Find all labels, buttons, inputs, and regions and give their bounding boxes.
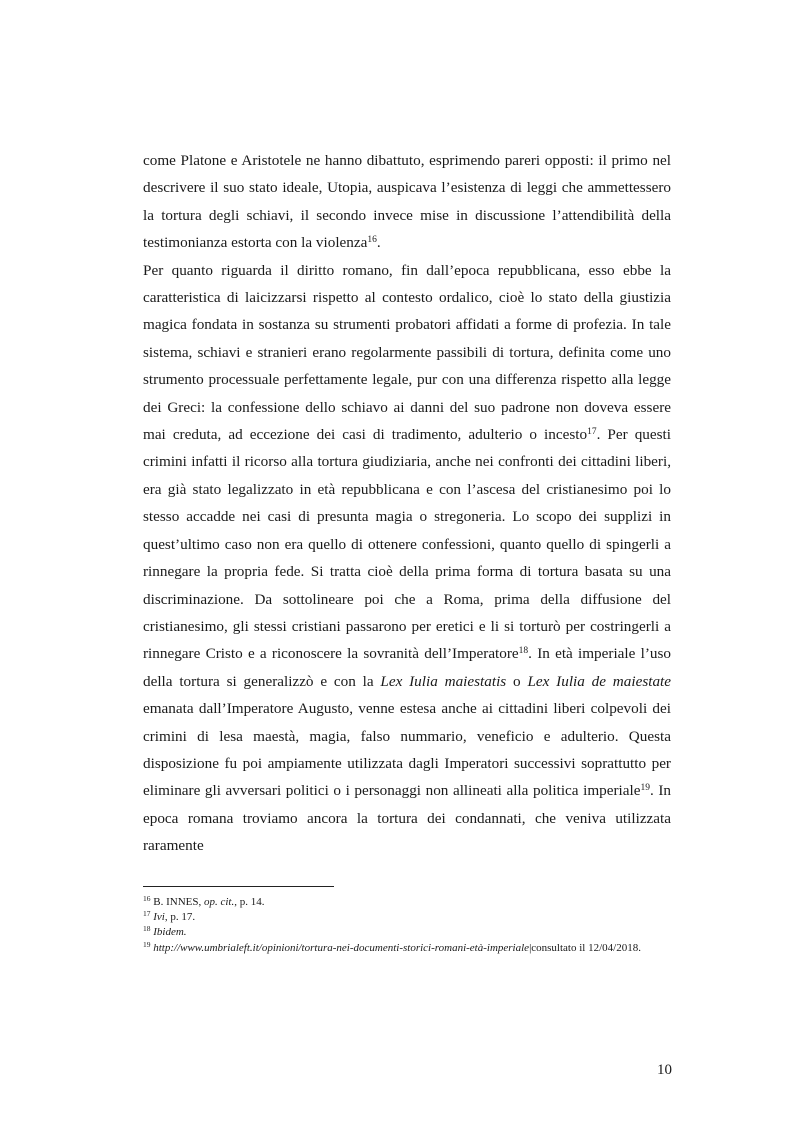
text-run: , p. 14.: [234, 896, 265, 908]
text-run: o: [506, 672, 528, 690]
footnote-number: 16: [143, 894, 151, 903]
footnote: [143, 910, 671, 925]
footnote: [143, 895, 671, 910]
text-run: emanata dall’Imperatore Augusto, venne estesa anche ai cittadini liberi colpevoli dei crimini di lesa maestà, magia, falso nummario, veneficio e adulterio. Questa disposizione fu poi ampiamente utilizzata dagli Imperatori successivi soprattutto per eliminare gli avversari politici o i personaggi non allineati alla politica imperiale: [143, 700, 671, 800]
paragraph: [143, 147, 671, 257]
footnote-number: 19: [143, 939, 151, 949]
page-number: 10: [657, 1062, 672, 1078]
text-run: |consultato il 12/04/2018.: [529, 941, 641, 954]
footnote: [143, 925, 671, 940]
paragraph: [143, 257, 671, 860]
text-run: B. INNES,: [150, 896, 204, 908]
footnote-separator: [143, 886, 334, 887]
italic-text: Ivi: [153, 911, 165, 924]
footnotes: [143, 895, 671, 956]
italic-text: Lex Iulia de maiestate: [527, 672, 672, 690]
footnote-number: 17: [143, 909, 151, 919]
footnote-reference[interactable]: 16: [367, 235, 377, 246]
footnote-reference[interactable]: 19: [640, 783, 650, 794]
footnote-number: 18: [143, 924, 151, 934]
footnote: [143, 941, 671, 956]
italic-text: op. cit.: [203, 896, 235, 908]
footnote-reference[interactable]: 18: [518, 646, 529, 657]
text-run: .: [376, 234, 381, 252]
text-run: . In epoca romana troviamo ancora la tortura dei condannati, che veniva utilizzata raramente: [143, 782, 672, 855]
italic-text: Ibidem.: [153, 926, 187, 939]
footnote-reference[interactable]: 17: [587, 427, 597, 438]
text-run: come Platone e Aristotele ne hanno dibattuto, esprimendo pareri opposti: il primo nel descrivere il suo stato ideale, Utopia, auspicava l’esistenza di leggi che ammettessero la tortura degli schiavi, il secondo invece mise in discussione l’attendibilità della testimonianza estorta con la violenza: [143, 152, 671, 252]
text-run: . In età imperiale l’uso della tortura si generalizzò e con la: [143, 645, 671, 690]
body-text: [143, 147, 671, 860]
text-run: Per quanto riguarda il diritto romano, fin dall’epoca repubblicana, esso ebbe la caratteristica di laicizzarsi rispetto al contesto ordalico, cioè lo stato della giustizia magica fondata in sostanza su strumenti probatori affidati a forme di profezia. In tale sistema, schiavi e stranieri erano regolarmente passibili di tortura, definita come uno strumento processuale perfettamente legale, pur con una differenza rispetto alla legge dei Greci: la confessione dello schiavo ai danni del suo padrone non doveva essere mai creduta, ad eccezione dei casi di tradimento, adulterio o incesto: [143, 261, 671, 444]
italic-text: http://www.umbrialeft.it/opinioni/tortura-nei-documenti-storici-romani-età-imperiale: [153, 941, 530, 954]
text-run: , p. 17.: [164, 911, 196, 924]
text-run: . Per questi crimini infatti il ricorso alla tortura giudiziaria, anche nei confronti dei cittadini liberi, era già stato legalizzato in età repubblicana e con l’ascesa del cristianesimo poi lo stesso accadde nei casi di presunta magia o stregoneria. Lo scopo dei supplizi in quest’ultimo caso non era quello di ottenere confessioni, quanto quello di spingerli a rinnegare la propria fede. Si tratta cioè della prima forma di tortura basata su una discriminazione. Da sottolineare poi che a Roma, prima della diffusione del cristianesimo, gli stessi cristiani passarono per eretici e li si torturò per costringerli a rinnegare Cristo e a riconoscere la sovranità dell’Imperatore: [143, 426, 671, 663]
italic-text: Lex Iulia maiestatis: [380, 672, 507, 690]
